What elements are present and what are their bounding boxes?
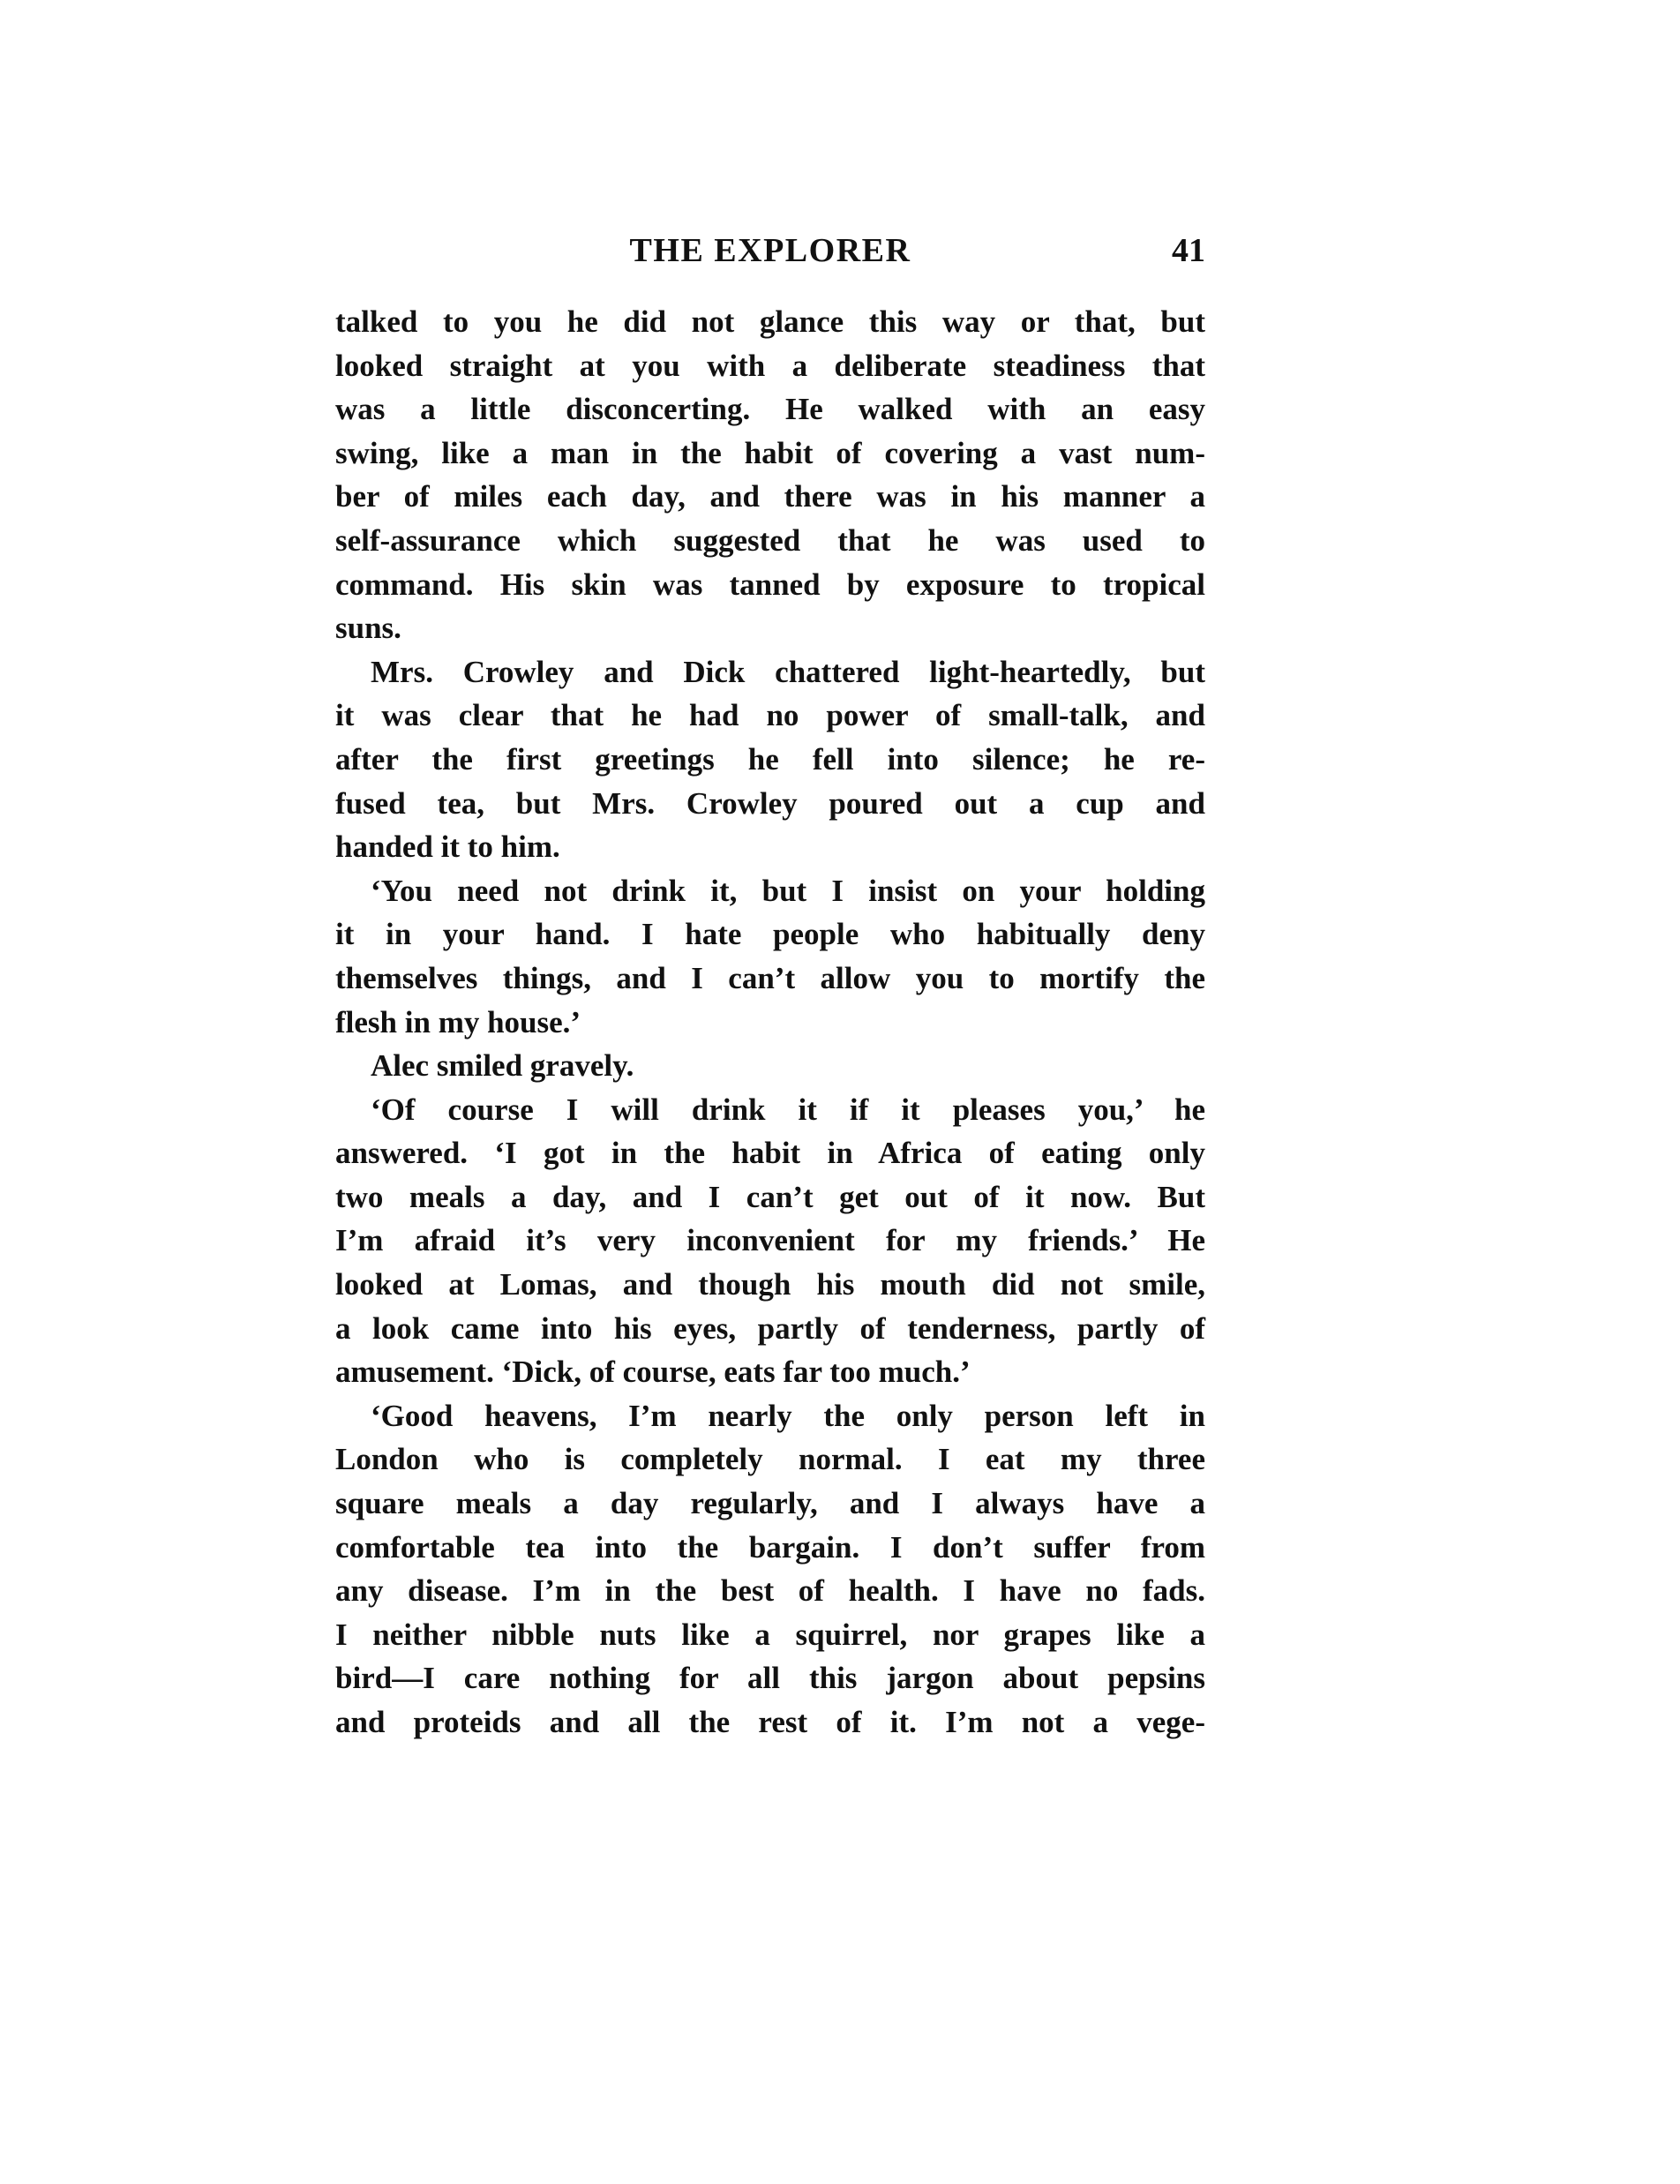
text-line: fused tea, but Mrs. Crowley poured out a cup and [335,785,1205,821]
text-line: Mrs. Crowley and Dick chattered light-heartedly, but [371,654,1205,689]
text-line: London who is completely normal. I eat my three [335,1442,1205,1477]
text-line: ‘Good heavens, I’m nearly the only person left in [371,1398,1205,1433]
text-line: it was clear that he had no power of small-talk, and [335,698,1205,733]
page-body-text [335,300,1205,1745]
text-line: after the first greetings he fell into silence; he re- [335,741,1205,777]
text-line: a look came into his eyes, partly of tenderness, partly of [335,1310,1205,1346]
text-line: talked to you he did not glance this way or that, but [335,304,1205,339]
page-header [335,231,1205,275]
text-line: it in your hand. I hate people who habitually deny [335,917,1205,952]
text-line: square meals a day regularly, and I always have a [335,1486,1205,1521]
text-line: comfortable tea into the bargain. I don’t suffer from [335,1529,1205,1565]
page-number: 41 [1172,232,1205,269]
text-line: was a little disconcerting. He walked with an easy [335,392,1205,427]
text-line: I’m afraid it’s very inconvenient for my friends.’ He [335,1223,1205,1258]
text-line: I neither nibble nuts like a squirrel, nor grapes like a [335,1617,1205,1652]
text-line: swing, like a man in the habit of covering a vast num- [335,435,1205,470]
text-line: bird—I care nothing for all this jargon about pepsins [335,1661,1205,1696]
text-line: and proteids and all the rest of it. I’m not a vege- [335,1705,1205,1739]
text-line: two meals a day, and I can’t get out of it now. But [335,1179,1205,1214]
text-line: ‘Of course I will drink it if it pleases you,’ he [371,1092,1205,1127]
text-line: Alec smiled gravely. [371,1048,634,1084]
text-line: flesh in my house.’ [335,1004,581,1039]
text-line: looked straight at you with a deliberate steadiness that [335,348,1205,383]
text-line: command. His skin was tanned by exposure to tropical [335,567,1205,602]
text-line: looked at Lomas, and though his mouth did not smile, [335,1267,1205,1302]
text-line: ‘You need not drink it, but I insist on your holding [371,873,1205,908]
text-line: self-assurance which suggested that he was used to [335,522,1205,558]
text-line: handed it to him. [335,829,560,865]
text-line: amusement. ‘Dick, of course, eats far too much.’ [335,1355,971,1390]
text-line: any disease. I’m in the best of health. I have no fads. [335,1573,1205,1609]
running-title: THE EXPLORER [629,232,911,269]
text-line: themselves things, and I can’t allow you to mortify the [335,960,1205,995]
text-line: ber of miles each day, and there was in his manner a [335,479,1205,514]
text-line: answered. ‘I got in the habit in Africa of eating only [335,1136,1205,1171]
text-line: suns. [335,611,401,646]
